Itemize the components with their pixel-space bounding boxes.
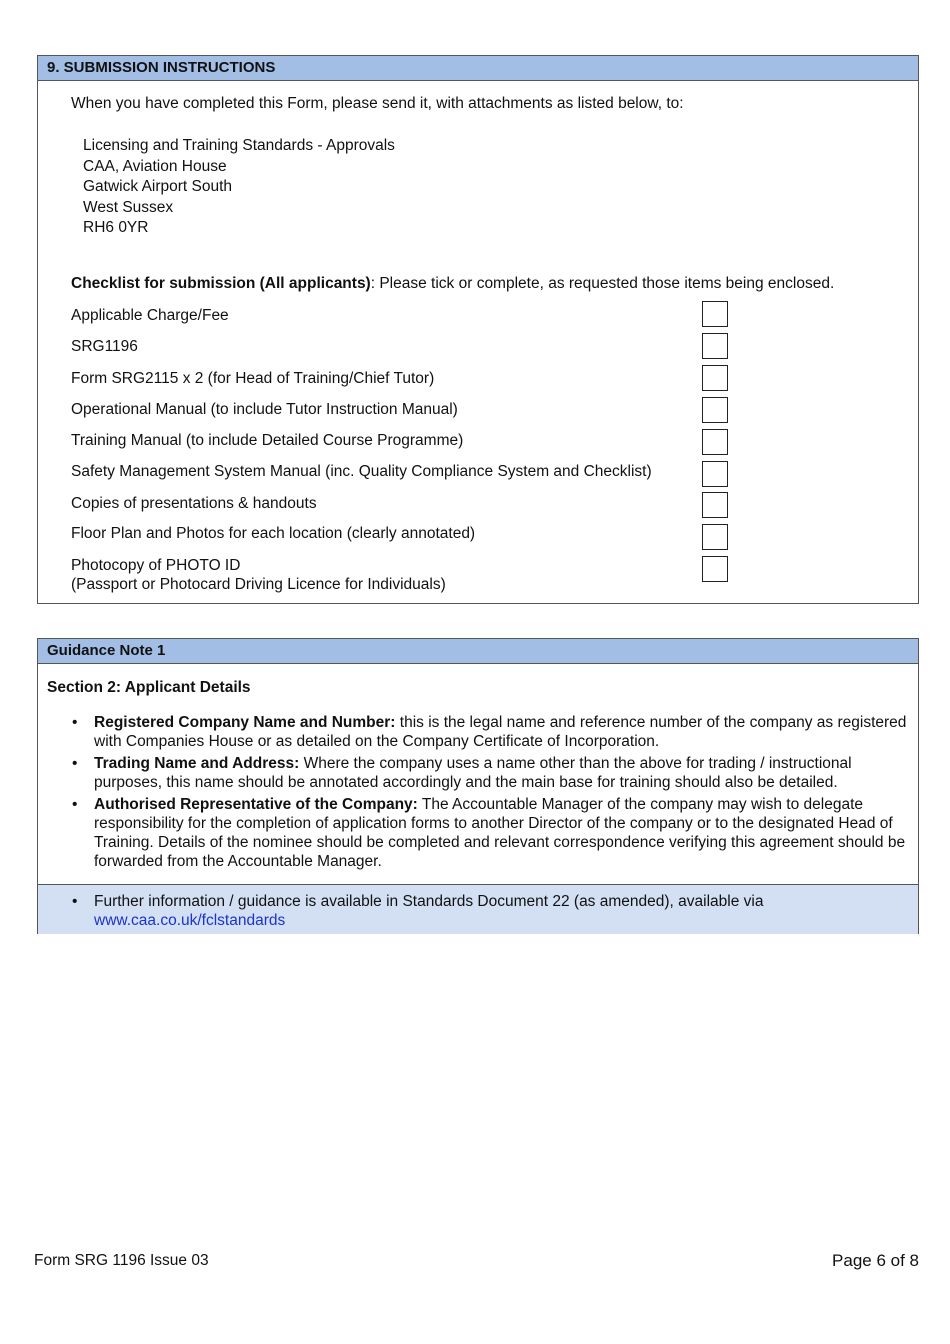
further-info-panel (38, 884, 918, 934)
guidance-note-section (37, 638, 919, 934)
description: Where the company uses a name other than the above for trading / instructional purposes, this name should be annotated accordingly and the main base for training should also be detailed. (94, 755, 852, 791)
checklist-checkbox-training-manual[interactable] (702, 429, 728, 455)
checklist-item-line: (Passport or Photocard Driving Licence for Individuals) (71, 576, 446, 593)
term: Trading Name and Address: (94, 755, 300, 772)
checklist-checkbox-floor-plan[interactable] (702, 524, 728, 550)
checklist-title: Checklist for submission (All applicants) (71, 275, 371, 292)
checklist-item-label: Safety Management System Manual (inc. Quality Compliance System and Checklist) (71, 463, 652, 480)
address-line: Licensing and Training Standards - Approvals (83, 137, 395, 154)
section-header: Guidance Note 1 (38, 639, 918, 664)
checklist-item-label: SRG1196 (71, 338, 138, 355)
checklist-item-label: Training Manual (to include Detailed Course Programme) (71, 432, 464, 449)
address-line: CAA, Aviation House (83, 157, 227, 175)
section-header: 9. SUBMISSION INSTRUCTIONS (38, 56, 918, 81)
description: this is the legal name and reference number of the company as registered with Companies House or as detailed on the Company Certificate of Incorporation. (94, 714, 907, 750)
address-line: West Sussex (83, 198, 174, 216)
section-title: Section 2: Applicant Details (47, 679, 251, 696)
checklist-item-label: Form SRG2115 x 2 (for Head of Training/Chief Tutor) (71, 370, 435, 387)
checklist-item-label: Applicable Charge/Fee (71, 307, 229, 324)
further-info-text: • Further information / guidance is available in Standards Document 22 (as amended), available via (94, 893, 764, 910)
checklist-item-label (71, 556, 446, 594)
checklist-checkbox-srg1196[interactable] (702, 333, 728, 359)
standards-link[interactable]: www.caa.co.uk/fclstandards (94, 912, 286, 929)
checklist-checkbox-operational-manual[interactable] (702, 397, 728, 423)
checklist-checkbox-srg2115[interactable] (702, 365, 728, 391)
checklist-checkbox-presentations[interactable] (702, 492, 728, 518)
intro-text: When you have completed this Form, please send it, with attachments as listed below, to: (71, 95, 684, 112)
checklist-checkbox-sms-manual[interactable] (702, 461, 728, 487)
guidance-list (38, 713, 918, 874)
submission-instructions-section (37, 55, 919, 604)
address-line: RH6 0YR (83, 219, 149, 237)
checklist-description: : Please tick or complete, as requested those items being enclosed. (370, 275, 835, 292)
postal-address (83, 136, 395, 239)
list-item (94, 713, 910, 751)
term: Authorised Representative of the Company: (94, 796, 418, 813)
checklist-item-label: Floor Plan and Photos for each location (clearly annotated) (71, 525, 476, 542)
term: Registered Company Name and Number: (94, 714, 396, 731)
page-number: Page 6 of 8 (832, 1251, 919, 1270)
list-item (94, 795, 910, 871)
checklist-checkbox-charge-fee[interactable] (702, 301, 728, 327)
list-item (94, 892, 763, 930)
address-line: Gatwick Airport South (83, 178, 233, 196)
description: The Accountable Manager of the company may wish to delegate responsibility for the completion of application forms to another Director of the company or to the designated Head of Training. Details of the nominee should be completed and relevant correspondence verifying this agreement should be forwarded from the Accountable Manager. (94, 796, 906, 870)
checklist-item-label: Operational Manual (to include Tutor Instruction Manual) (71, 401, 458, 418)
checklist-item-label: Copies of presentations & handouts (71, 495, 317, 512)
checklist-item-line: Photocopy of PHOTO ID (71, 557, 241, 574)
checklist-checkbox-photo-id[interactable] (702, 556, 728, 582)
checklist-heading (71, 274, 834, 293)
form-identifier: Form SRG 1196 Issue 03 (34, 1252, 209, 1269)
list-item (94, 754, 910, 792)
